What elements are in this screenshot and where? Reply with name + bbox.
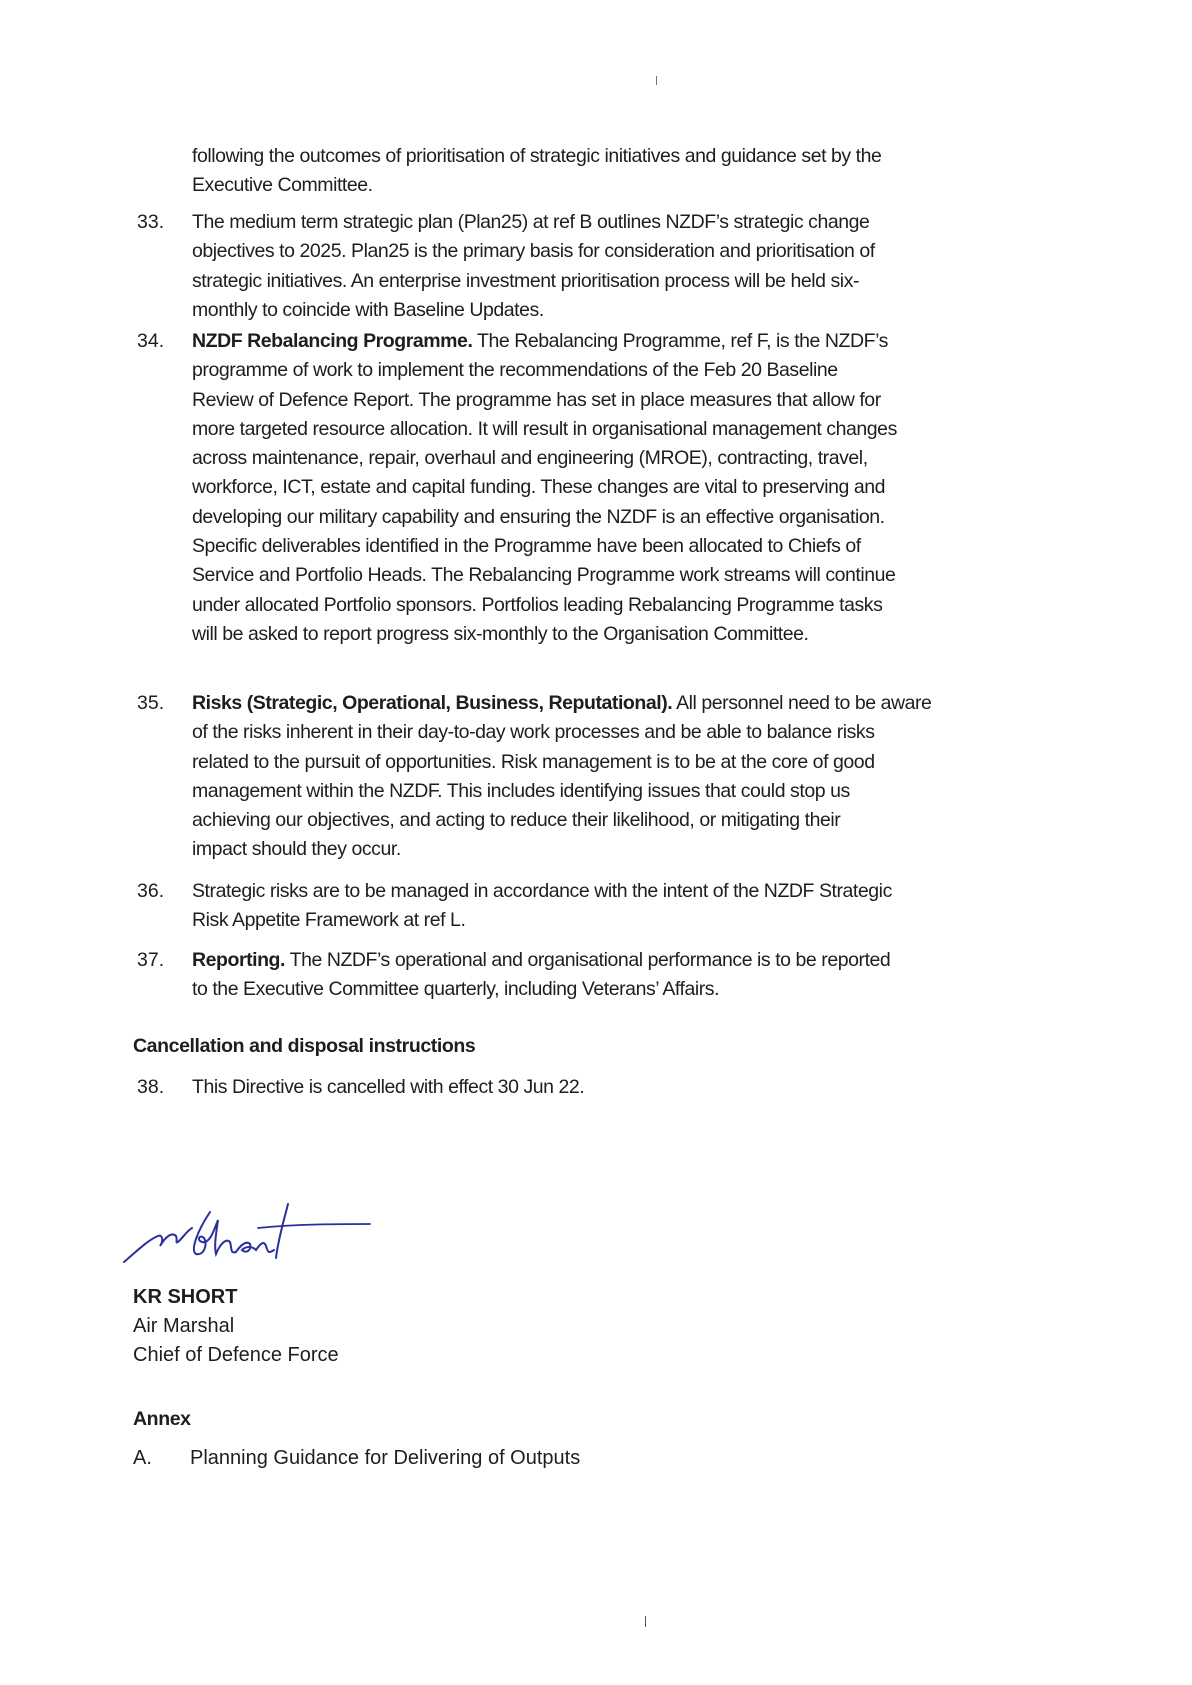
paragraph-number: 36. [137,880,165,902]
annex-title: Planning Guidance for Delivering of Outputs [190,1447,581,1469]
text-line: Review of Defence Report. The programme has set in place measures that allow for [192,388,881,411]
paragraph-heading: Reporting. [192,949,285,971]
text-line: Strategic risks are to be managed in accordance with the intent of the NZDF Strategic [192,880,892,902]
text-line: impact should they occur. [192,838,401,861]
text-line: to the Executive Committee quarterly, including Veterans’ Affairs. [192,978,720,1001]
text-line: developing our military capability and ensuring the NZDF is an effective organisation. [192,505,885,528]
text-line: NZDF Rebalancing Programme. The Rebalancing Programme, ref F, is the NZDF’s [192,330,888,352]
text-line: monthly to coincide with Baseline Updates. [192,298,544,321]
text-line: The medium term strategic plan (Plan25) at ref B outlines NZDF’s strategic change [192,211,870,233]
text-line: management within the NZDF. This includes identifying issues that could stop us [192,779,850,802]
text-line: Executive Committee. [192,174,373,197]
text-line: under allocated Portfolio sponsors. Portfolios leading Rebalancing Programme tasks [192,593,883,616]
signature-stroke [258,1224,370,1228]
paragraph-number: 35. [137,692,165,714]
signature-stroke [124,1228,192,1262]
signatory-name: KR SHORT [133,1286,238,1308]
text-line: programme of work to implement the recommendations of the Feb 20 Baseline [192,359,838,382]
paragraph-number: 34. [137,330,165,352]
page-mark-top [656,76,657,85]
annex-heading: Annex [133,1408,191,1430]
text-line: objectives to 2025. Plan25 is the primary basis for consideration and prioritisation of [192,240,875,263]
signature-image [118,1200,378,1270]
text-line: will be asked to report progress six-monthly to the Organisation Committee. [192,622,809,645]
text-line: strategic initiatives. An enterprise investment prioritisation process will be held six- [192,269,860,292]
text-line: Reporting. The NZDF’s operational and organisational performance is to be reported [192,949,891,971]
text-line: achieving our objectives, and acting to reduce their likelihood, or mitigating their [192,809,841,832]
paragraph-number: 33. [137,211,165,233]
paragraph-heading: Risks (Strategic, Operational, Business, Reputational). [192,692,673,714]
text-line: This Directive is cancelled with effect 30 Jun 22. [192,1076,585,1098]
text-line: more targeted resource allocation. It will result in organisational management changes [192,417,897,440]
signature-stroke [194,1212,274,1254]
text-line: across maintenance, repair, overhaul and engineering (MROE), contracting, travel, [192,447,868,470]
text-line: Risks (Strategic, Operational, Business, Reputational). All personnel need to be aware [192,692,932,714]
signatory-rank: Air Marshal [133,1315,235,1337]
page-mark-bottom [645,1616,646,1627]
annex-letter: A. [133,1447,152,1469]
text-line: Risk Appetite Framework at ref L. [192,909,466,932]
text-line: Specific deliverables identified in the Programme have been allocated to Chiefs of [192,535,861,558]
signature-block [133,1283,339,1370]
text-line: related to the pursuit of opportunities. Risk management is to be at the core of good [192,750,875,773]
paragraph-heading: NZDF Rebalancing Programme. [192,330,473,352]
paragraph-number: 38. [137,1076,165,1098]
text-line: following the outcomes of prioritisation of strategic initiatives and guidance set by the [192,145,882,167]
text-line: of the risks inherent in their day-to-day work processes and be able to balance risks [192,721,875,744]
signatory-title: Chief of Defence Force [133,1344,339,1366]
cancellation-heading: Cancellation and disposal instructions [133,1035,476,1057]
text-line: workforce, ICT, estate and capital funding. These changes are vital to preserving and [192,476,886,499]
paragraph-number: 37. [137,949,165,971]
text-line: Service and Portfolio Heads. The Rebalancing Programme work streams will continue [192,564,896,587]
signature-stroke [276,1204,288,1258]
